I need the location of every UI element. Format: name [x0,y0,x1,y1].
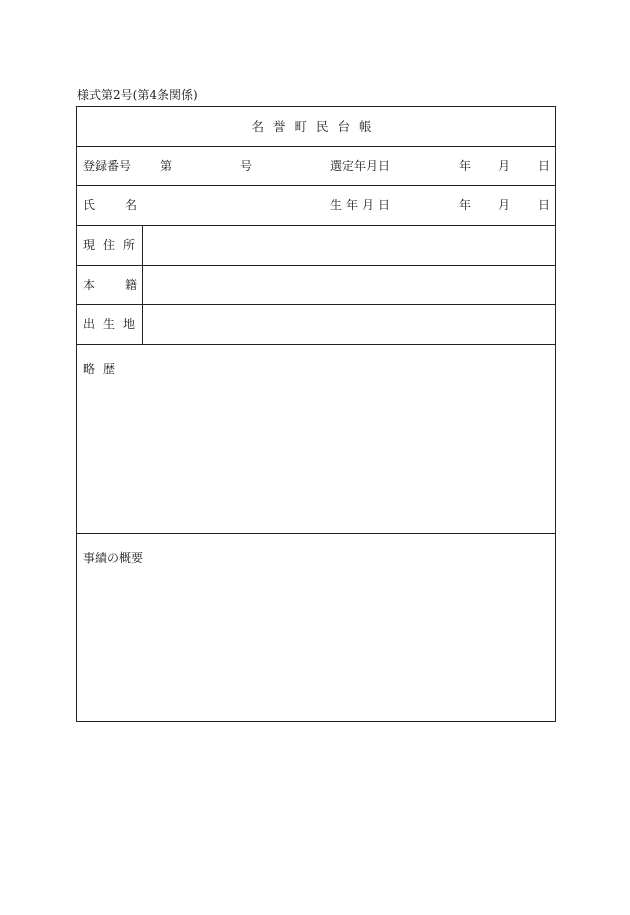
domicile-label: 本籍 [83,278,168,292]
domicile-divider [142,266,143,304]
achievements-row [77,534,555,721]
achievements-label: 事績の概要 [83,551,144,565]
domicile-row [77,266,555,305]
address-label: 現住所 [83,238,144,252]
name-label: 氏名 [83,198,168,212]
selection-day-unit: 日 [538,159,551,173]
birth-day-unit: 日 [538,198,551,212]
registration-number-suffix: 号 [240,159,253,173]
birth-month-unit: 月 [498,198,511,212]
form-number-label: 様式第2号(第4条関係) [77,88,198,102]
register-form-table [76,106,556,722]
registration-row [77,147,555,186]
birthplace-label: 出生地 [83,317,144,331]
address-divider [142,226,143,265]
name-row [77,186,555,226]
address-row [77,226,555,266]
birth-date-label: 生年月日 [330,198,395,212]
birthplace-row [77,305,555,345]
selection-date-label: 選定年月日 [330,159,391,173]
registration-number-label: 登録番号 [83,159,132,173]
registration-number-prefix: 第 [160,159,173,173]
birthplace-divider [142,305,143,344]
history-label: 略歴 [83,362,124,376]
selection-year-unit: 年 [459,159,472,173]
history-row [77,345,555,534]
selection-month-unit: 月 [498,159,511,173]
birth-year-unit: 年 [459,198,472,212]
form-title: 名誉町民台帳 [251,119,381,134]
title-row [77,107,555,147]
